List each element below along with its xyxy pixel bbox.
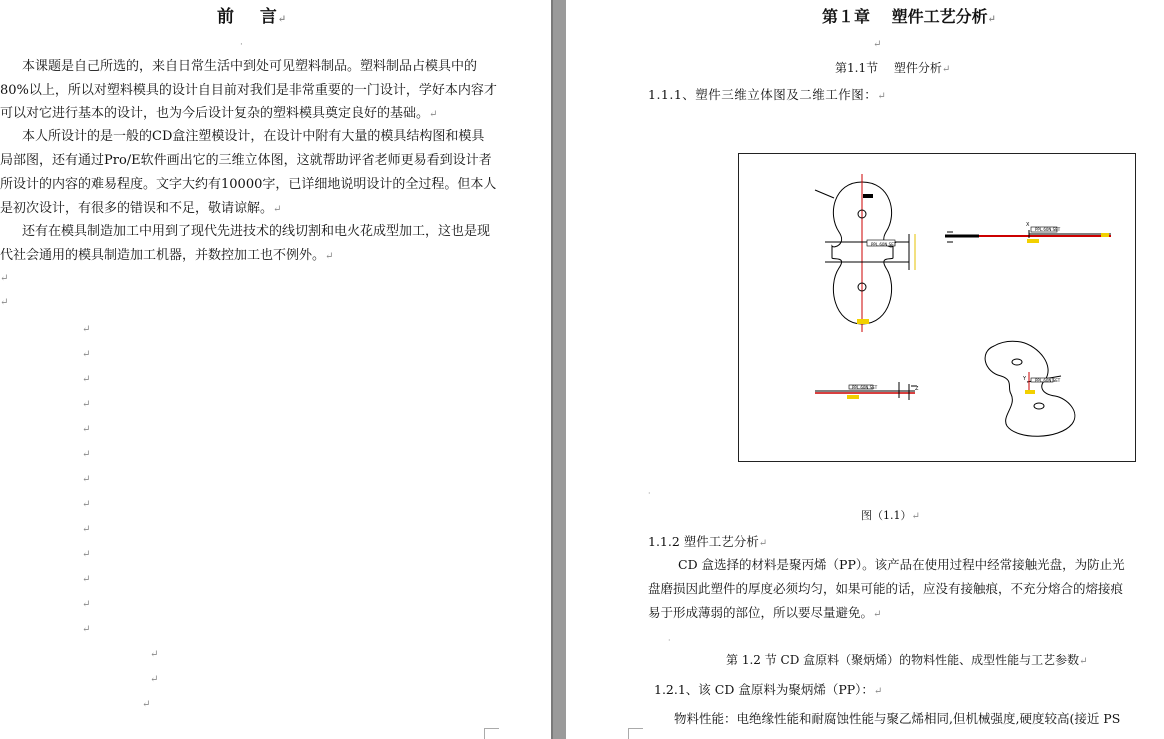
paragraph-line: 物料性能：电绝缘性能和耐腐蚀性能与聚乙烯相同,但机械强度,硬度较高(接近 PS [674,711,1121,726]
page-corner-marker [628,728,643,739]
paragraph-line: 是初次设计，有很多的错误和不足，敬请谅解。↵ [0,201,282,216]
paragraph-mark: ↵ [277,14,288,25]
document-page-right [566,0,1164,739]
paragraph-line: 还有在模具制造加工中用到了现代先进技术的线切割和电火花成型加工，这也是现 [22,224,491,239]
section-heading: 第 1.2 节 CD 盒原料（聚炳烯）的物料性能、成型性能与工艺参数↵ [726,653,1088,667]
section-heading: 第1.1节 塑件分析↵ [835,61,951,75]
paragraph-mark: ↵ [150,674,159,685]
paragraph-line: 本课题是自己所选的，来自日常生活中到处可见塑料制品。塑料制品占模具中的 [22,59,478,74]
page-title [217,8,287,29]
paragraph-mark: ↵ [82,499,91,510]
paragraph-mark: ↵ [82,374,91,385]
cad-drawing [739,154,1135,461]
document-page-left [0,0,551,739]
paragraph-mark: · [668,636,671,645]
paragraph-mark: ↵ [82,349,91,360]
top-view-drawing [815,174,915,332]
page-gutter [551,0,566,739]
axis-label: Z [915,386,919,392]
paragraph-line: CD 盒选择的材料是聚丙烯（PP）。该产品在使用过程中经常接触光盘，为防止光 [678,557,1125,572]
dim-label: PPL.60N.SET [871,242,897,247]
paragraph-mark: ↵ [82,449,91,460]
page-corner-marker [484,728,499,739]
title-text: 前 言 [217,7,278,27]
chapter-title: 第１章 塑件工艺分析↵ [822,7,996,26]
paragraph-line: 局部图，还有通过Pro/E软件画出它的三维立体图，这就帮助评省老师更易看到设计者 [0,153,492,168]
paragraph-mark: ↵ [82,424,91,435]
paragraph-mark: ↵ [82,399,91,410]
paragraph-line: 80%以上，所以对塑料模具的设计自目前对我们是非常重要的一门设计，学好本内容才 [0,83,497,98]
side-view-drawing [945,227,1111,243]
paragraph-mark: ↵ [0,297,9,308]
paragraph-mark: ↵ [82,574,91,585]
subsection-heading: 1.1.2 塑件工艺分析↵ [648,534,768,549]
paragraph-mark: ↵ [82,599,91,610]
paragraph-mark: ↵ [82,524,91,535]
paragraph-mark: ↵ [873,39,882,50]
paragraph-line: 本人所设计的是一般的CD盒注塑模设计，在设计中附有大量的模具结构图和模具 [22,129,485,144]
paragraph-line: 所设计的内容的难易程度。文字大约有10000字，已详细地说明设计的全过程。但本人 [0,177,497,192]
axis-label: X [1026,222,1030,228]
paragraph-line: 可以对它进行基本的设计，也为今后设计复杂的塑料模具奠定良好的基础。↵ [0,106,438,121]
dim-label: PPL.60N.SET [1035,227,1061,232]
paragraph-line: 代社会通用的模具制造加工机器，并数控加工也不例外。↵ [0,248,334,263]
paragraph-mark: · [240,40,243,50]
paragraph-mark: ↵ [82,624,91,635]
subsection-heading: 1.1.1、塑件三维立体图及二维工作图：↵ [648,87,887,102]
isometric-view-drawing [985,341,1075,436]
paragraph-mark: ↵ [82,549,91,560]
dim-label: PPL.60N.SET [1035,378,1061,383]
paragraph-mark: ↵ [142,699,151,710]
paragraph-mark: ↵ [150,649,159,660]
paragraph-mark: ↵ [82,474,91,485]
subsection-heading: 1.2.1、该 CD 盒原料为聚炳烯（PP）：↵ [654,682,883,697]
paragraph-line: 盘磨损因此塑件的厚度必须均匀，如果可能的话，应没有接触痕，不充分熔合的熔接痕 [648,581,1124,596]
dim-label: PPL.60N.SET [852,385,878,390]
paragraph-mark: · [648,489,651,498]
paragraph-mark: ↵ [0,273,9,284]
paragraph-line: 易于形成薄弱的部位，所以要尽量避免。↵ [648,605,882,620]
figure-caption: 图（1.1）↵ [861,509,920,522]
axis-label: Y [1023,376,1027,382]
cad-figure [738,153,1136,462]
page-gutter-shadow [551,0,553,739]
paragraph-mark: ↵ [82,324,91,335]
